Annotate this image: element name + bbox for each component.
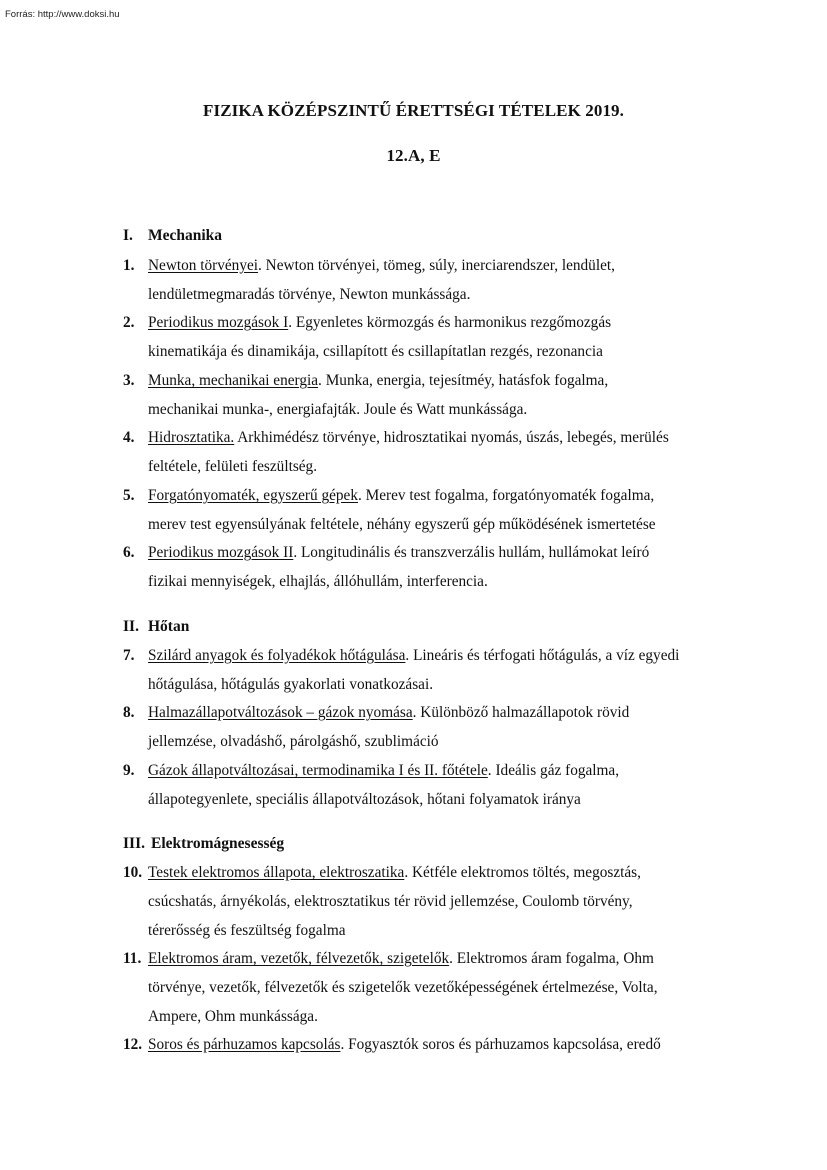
section-heading [123, 835, 284, 853]
item-text: . Newton törvényei, tömeg, súly, inerciarendszer, lendület, [258, 257, 615, 274]
item-number: 2. [123, 314, 135, 331]
page-title: FIZIKA KÖZÉPSZINTŰ ÉRETTSÉGI TÉTELEK 2019. [203, 101, 624, 120]
item-number: 12. [123, 1036, 143, 1053]
section-number: II. [123, 618, 139, 635]
item-text: csúcshatás, árnyékolás, elektrosztatikus tér rövid jellemzése, Coulomb törvény, [148, 893, 633, 910]
item-text: jellemzése, olvadáshő, párolgáshő, szublimáció [148, 733, 439, 750]
list-item [123, 251, 733, 309]
section-heading [123, 227, 222, 245]
list-item [123, 698, 733, 756]
item-topic: Newton törvényei [148, 257, 259, 274]
item-text: . Fogyasztók soros és párhuzamos kapcsolása, eredő [340, 1036, 661, 1053]
item-number: 3. [123, 372, 135, 389]
item-text: állapotegyenlete, speciális állapotváltozások, hőtani folyamatok iránya [148, 791, 581, 808]
item-number: 10. [123, 864, 143, 881]
item-text: mechanikai munka-, energiafajták. Joule és Watt munkássága. [148, 401, 528, 418]
item-text: . Ideális gáz fogalma, [487, 762, 620, 779]
item-number: 5. [123, 487, 135, 504]
item-text: törvénye, vezetők, félvezetők és szigetelők vezetőképességének értelmezése, Volta, [148, 979, 658, 996]
item-topic: Elektromos áram, vezetők, félvezetők, szigetelők [148, 950, 450, 967]
section-title: Mechanika [148, 227, 223, 244]
page-subtitle: 12.A, E [386, 146, 441, 165]
list-item [123, 423, 733, 481]
item-text: . Különböző halmazállapotok rövid [412, 704, 630, 721]
item-text: hőtágulása, hőtágulás gyakorlati vonatkozásai. [148, 676, 434, 693]
item-text: feltétele, felületi feszültség. [148, 458, 318, 475]
item-topic: Munka, mechanikai energia [148, 372, 319, 389]
item-text: merev test egyensúlyának feltétele, néhány egyszerű gép működésének ismertetése [148, 516, 656, 533]
list-item [123, 858, 733, 945]
item-topic: Periodikus mozgások II [148, 544, 294, 561]
list-item [123, 366, 733, 424]
item-text: . Merev test fogalma, forgatónyomaték fogalma, [358, 487, 655, 504]
item-topic: Hidrosztatika. [148, 429, 235, 446]
item-number: 7. [123, 647, 135, 664]
list-item [123, 641, 733, 699]
item-text: fizikai mennyiségek, elhajlás, állóhullám, interferencia. [148, 573, 488, 590]
item-text: . Munka, energia, tejesítméy, hatásfok fogalma, [318, 372, 609, 389]
item-text: térerősség és feszültség fogalma [148, 922, 346, 939]
section-title: Hőtan [148, 618, 190, 635]
item-topic: Gázok állapotváltozásai, termodinamika I és II. főtétele [148, 762, 488, 779]
list-item [123, 944, 733, 1031]
item-topic: Halmazállapotváltozások – gázok nyomása [148, 704, 413, 721]
section-title: Elektromágnesesség [150, 835, 285, 852]
item-text: . Elektromos áram fogalma, Ohm [449, 950, 654, 967]
item-text: Arkhimédész törvénye, hidrosztatikai nyomás, úszás, lebegés, merülés [234, 429, 669, 446]
list-item [123, 481, 733, 539]
section-number: III. [123, 835, 145, 852]
item-number: 4. [123, 429, 135, 446]
item-text: . Egyenletes körmozgás és harmonikus rezgőmozgás [288, 314, 612, 331]
item-topic: Soros és párhuzamos kapcsolás [148, 1036, 341, 1053]
item-topic: Forgatónyomaték, egyszerű gépek [148, 487, 358, 504]
section-number: I. [123, 227, 133, 244]
item-text: . Lineáris és térfogati hőtágulás, a víz egyedi [405, 647, 680, 664]
item-number: 6. [123, 544, 135, 561]
item-number: 11. [123, 950, 142, 967]
source-note: Forrás: http://www.doksi.hu [5, 9, 120, 20]
item-text: lendületmegmaradás törvénye, Newton munkássága. [148, 286, 471, 303]
item-number: 9. [123, 762, 135, 779]
list-item [123, 538, 733, 596]
list-item [123, 308, 733, 366]
item-text: . Kétféle elektromos töltés, megosztás, [404, 864, 641, 881]
item-text: Ampere, Ohm munkássága. [148, 1008, 318, 1025]
item-number: 1. [123, 257, 135, 274]
item-text: kinematikája és dinamikája, csillapított és csillapítatlan rezgés, rezonancia [148, 343, 603, 360]
list-item [123, 1030, 733, 1059]
item-number: 8. [123, 704, 135, 721]
item-topic: Szilárd anyagok és folyadékok hőtágulása [148, 647, 406, 664]
item-topic: Testek elektromos állapota, elektroszatika [148, 864, 405, 881]
section-heading [123, 618, 189, 636]
list-item [123, 756, 733, 814]
item-topic: Periodikus mozgások I [148, 314, 289, 331]
item-text: . Longitudinális és transzverzális hullám, hullámokat leíró [293, 544, 650, 561]
